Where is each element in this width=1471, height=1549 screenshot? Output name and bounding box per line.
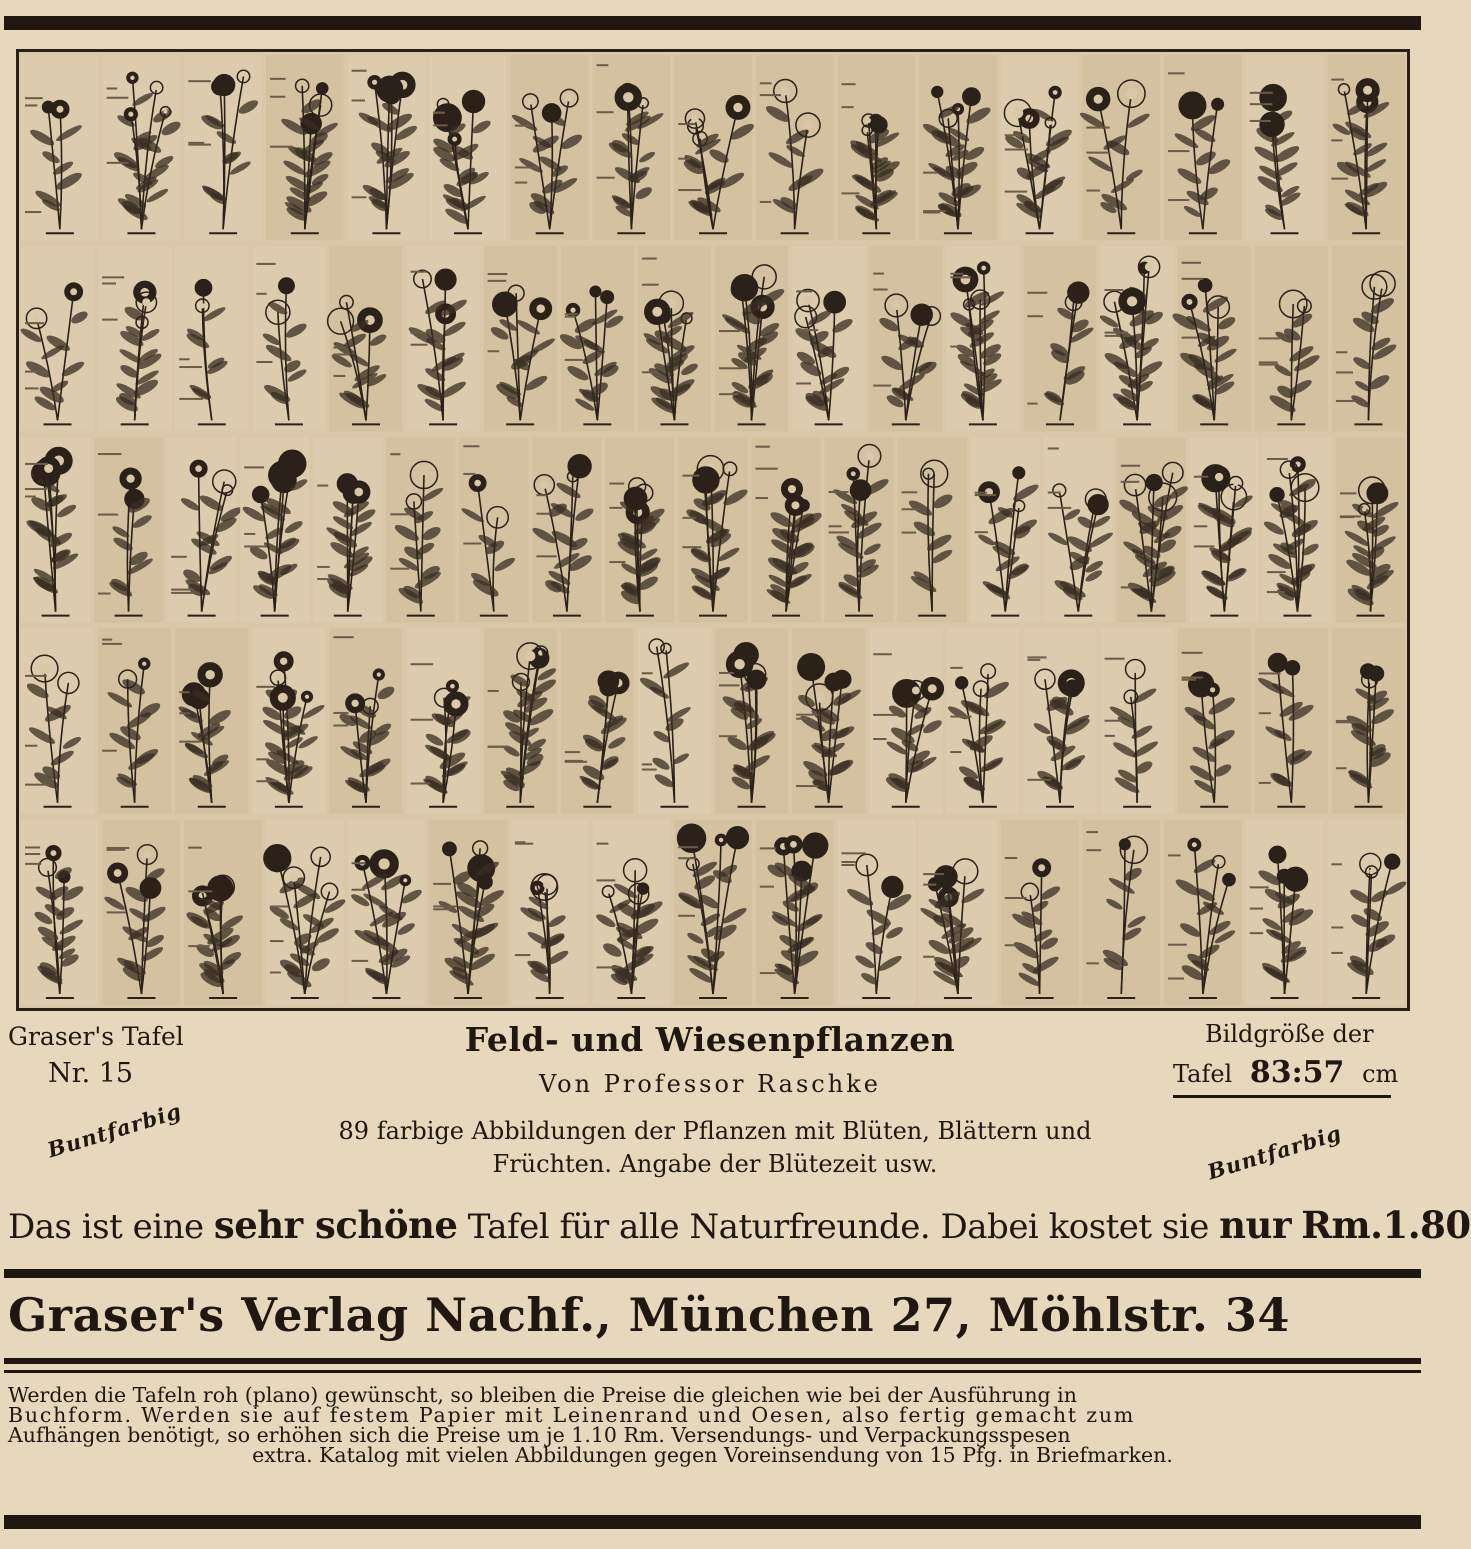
plant-illustration xyxy=(756,820,834,1005)
plate-number: Nr. 15 xyxy=(48,1058,134,1089)
size-underline xyxy=(1173,1095,1391,1098)
size-label-tafel: Tafel xyxy=(1173,1060,1233,1088)
plant-illustration xyxy=(459,437,528,622)
plant-illustration xyxy=(593,55,671,240)
plant-illustration xyxy=(386,437,455,622)
bottom-rule xyxy=(4,1515,1421,1529)
publisher-rule-1 xyxy=(4,1358,1421,1364)
page-title: Feld- und Wiesenpflanzen xyxy=(464,1020,956,1059)
plant-illustration xyxy=(511,820,589,1005)
plant-illustration xyxy=(94,437,163,622)
plant-illustration xyxy=(103,55,183,240)
plant-illustration xyxy=(1262,437,1332,622)
plant-illustration xyxy=(484,629,558,814)
plant-illustration xyxy=(429,820,507,1005)
plant-illustration xyxy=(348,55,426,240)
plant-illustration xyxy=(792,246,865,431)
size-row xyxy=(1173,1055,1398,1090)
plant-illustration xyxy=(869,246,942,431)
publisher-name: Graser's Verlag Nachf., München 27, Möhlstr. 34 xyxy=(8,1288,1290,1342)
promo-price: Rm.1.80 xyxy=(1301,1203,1471,1247)
plant-illustration xyxy=(971,437,1041,622)
plant-illustration xyxy=(561,629,634,814)
plant-illustration xyxy=(715,246,788,431)
plant-illustration xyxy=(98,629,171,814)
plant-illustration xyxy=(1190,437,1259,622)
plant-illustration xyxy=(898,437,967,622)
plant-illustration xyxy=(184,820,262,1005)
plant-illustration xyxy=(1178,629,1251,814)
size-unit: cm xyxy=(1362,1060,1399,1088)
promo-price-prefix: nur xyxy=(1219,1203,1291,1247)
plant-illustration xyxy=(1336,437,1405,622)
plant-illustration xyxy=(103,820,181,1005)
plant-illustration xyxy=(19,246,94,431)
plant-illustration xyxy=(313,437,382,622)
plant-illustration xyxy=(510,55,588,240)
plant-illustration xyxy=(407,629,480,814)
publisher-top-rule xyxy=(4,1269,1421,1278)
plant-illustration xyxy=(484,246,557,431)
plant-illustration xyxy=(1044,437,1115,622)
plant-illustration xyxy=(348,820,426,1005)
publisher-rule-2 xyxy=(4,1370,1421,1373)
pricing-note-line: Werden die Tafeln roh (plano) gewünscht, so bleiben die Preise die gleichen wie bei der Ausführung in xyxy=(8,1383,1077,1407)
plant-illustration xyxy=(1332,629,1405,814)
pricing-notes xyxy=(8,1385,1417,1465)
plant-illustration xyxy=(1255,246,1328,431)
plant-illustration xyxy=(252,246,325,431)
plant-illustration xyxy=(1327,55,1405,240)
plant-illustration xyxy=(869,629,943,814)
plant-illustration xyxy=(593,820,671,1005)
plant-illustration xyxy=(756,55,834,240)
size-label: Bildgröße der xyxy=(1205,1020,1374,1048)
author-line: Von Professor Raschke xyxy=(539,1070,881,1098)
plant-illustration xyxy=(252,629,326,814)
plant-illustration xyxy=(1101,629,1174,814)
promo-part-2: Tafel für alle Naturfreunde. Dabei kostet sie xyxy=(457,1207,1220,1247)
stamp-right: Buntfarbig xyxy=(1204,1119,1345,1185)
plant-illustration xyxy=(175,629,248,814)
plant-illustration xyxy=(530,437,601,622)
plant-illustration xyxy=(1098,246,1173,431)
stamp-left: Buntfarbig xyxy=(44,1097,185,1163)
plant-illustration xyxy=(678,437,749,622)
plant-illustration xyxy=(98,246,171,431)
plant-illustration xyxy=(1246,55,1324,240)
plant-illustration xyxy=(175,246,248,431)
plant-illustration xyxy=(674,820,752,1005)
plant-illustration xyxy=(1246,820,1324,1005)
description-line-2: Früchten. Angabe der Blütezeit usw. xyxy=(492,1150,938,1178)
plant-illustration xyxy=(329,629,402,814)
plant-illustration xyxy=(264,820,347,1005)
plant-illustration xyxy=(715,629,788,814)
plant-illustration xyxy=(1164,55,1242,240)
plant-illustration xyxy=(1170,246,1251,431)
plant-illustration xyxy=(1117,437,1190,622)
pricing-note-line: extra. Katalog mit vielen Abbildungen gegen Voreinsendung von 15 Pfg. in Briefmarken. xyxy=(252,1443,1173,1467)
series-label: Graser's Tafel xyxy=(8,1022,184,1051)
plant-illustration xyxy=(1327,820,1408,1005)
plant-illustration xyxy=(825,437,894,622)
plant-illustration xyxy=(1164,820,1242,1005)
plant-illustration xyxy=(429,55,507,240)
plant-illustration xyxy=(638,629,711,814)
plant-illustration xyxy=(21,629,94,814)
plant-illustration xyxy=(837,55,915,240)
plant-illustration xyxy=(946,246,1019,431)
plant-illustration xyxy=(407,246,480,431)
plant-illustration xyxy=(1078,55,1160,240)
promo-emphasis: sehr schöne xyxy=(213,1203,458,1247)
plant-illustration xyxy=(792,629,865,814)
plant-illustration xyxy=(1001,55,1079,240)
plant-illustration xyxy=(1255,629,1328,814)
plant-illustration xyxy=(21,820,99,1005)
size-value: 83:57 xyxy=(1249,1055,1345,1090)
plant-illustration xyxy=(558,246,634,431)
plant-illustration xyxy=(837,820,915,1005)
top-rule xyxy=(4,16,1421,30)
plant-illustration xyxy=(21,55,99,240)
promo-part-1: Das ist eine xyxy=(8,1207,214,1247)
plant-illustration xyxy=(919,820,997,1005)
plant-illustration xyxy=(946,629,1019,814)
plant-illustration xyxy=(638,246,711,431)
description-line-1: 89 farbige Abbildungen der Pflanzen mit Blüten, Blättern und xyxy=(338,1117,1092,1145)
plant-illustration xyxy=(605,437,674,622)
plant-illustration xyxy=(919,55,997,240)
plant-illustration xyxy=(1023,246,1096,431)
plant-illustration xyxy=(1023,629,1096,814)
pricing-note-line: Aufhängen benötigt, so erhöhen sich die Preise um je 1.10 Rm. Versendungs- und Verpackungsspesen xyxy=(8,1423,1071,1447)
plant-illustration xyxy=(1082,820,1160,1005)
plant-illustration xyxy=(266,55,344,240)
plant-illustration xyxy=(184,55,262,240)
plant-illustration xyxy=(328,246,403,431)
plant-illustration xyxy=(1332,246,1405,431)
plant-illustration xyxy=(240,437,309,622)
plant-illustration xyxy=(674,55,756,240)
botanical-plate-illustration xyxy=(16,49,1410,1011)
plant-illustration xyxy=(21,437,90,622)
plant-illustration xyxy=(167,437,244,622)
plant-illustration xyxy=(752,437,824,622)
plant-illustration xyxy=(1001,820,1079,1005)
pricing-note-line: Buchform. Werden sie auf festem Papier mit Leinenrand und Oesen, also fertig gemacht zum xyxy=(8,1403,1136,1427)
promo-line xyxy=(8,1203,1471,1247)
